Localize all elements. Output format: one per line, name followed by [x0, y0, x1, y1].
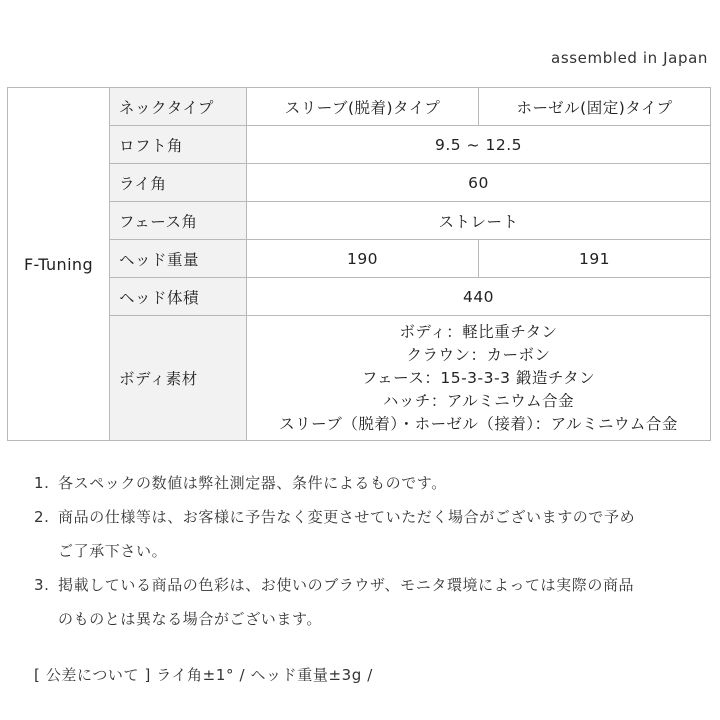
- value-loft: 9.5 ~ 12.5: [247, 126, 711, 164]
- note-continuation: [34, 534, 704, 568]
- tolerance-text: [ 公差について ] ライ角±1° / ヘッド重量±3g /: [34, 666, 373, 684]
- brand-cell: F-Tuning: [8, 88, 110, 441]
- value-weight-sleeve: 190: [247, 240, 479, 278]
- note-text: 掲載している商品の色彩は、お使いのブラウザ、モニタ環境によっては実際の商品: [58, 576, 635, 594]
- value-material: [247, 316, 711, 441]
- label-head-volume: ヘッド体積: [110, 278, 247, 316]
- label-head-weight: ヘッド重量: [110, 240, 247, 278]
- spec-row-volume: [8, 278, 711, 316]
- value-lie: 60: [247, 164, 711, 202]
- value-neck-sleeve: スリーブ(脱着)タイプ: [247, 88, 479, 126]
- note-item: [34, 466, 704, 500]
- note-continuation: [34, 602, 704, 636]
- spec-row-face: [8, 202, 711, 240]
- assembled-in-japan-text: assembled in Japan: [551, 49, 708, 67]
- spec-row-weight: [8, 240, 711, 278]
- label-lie: ライ角: [110, 164, 247, 202]
- note-item: [34, 568, 704, 602]
- notes-list: [34, 466, 704, 636]
- note-text: のものとは異なる場合がございます。: [58, 610, 323, 628]
- material-line-face: フェース：15-3-3-3 鍛造チタン: [361, 368, 596, 387]
- label-face: フェース角: [110, 202, 247, 240]
- material-line-sleeve-hosel: スリーブ（脱着）・ホーゼル（接着）：アルミニウム合金: [279, 414, 678, 433]
- note-item: [34, 500, 704, 534]
- spec-table: [7, 87, 711, 441]
- note-number: 2.: [34, 508, 50, 526]
- spec-row-loft: [8, 126, 711, 164]
- value-face: ストレート: [247, 202, 711, 240]
- label-loft: ロフト角: [110, 126, 247, 164]
- note-text: ご了承下さい。: [58, 542, 168, 560]
- material-line-hatch: ハッチ：アルミニウム合金: [382, 391, 575, 410]
- spec-row-neck: [8, 88, 711, 126]
- material-line-crown: クラウン：カーボン: [406, 345, 551, 364]
- value-volume: 440: [247, 278, 711, 316]
- note-text: 商品の仕様等は、お客様に予告なく変更させていただく場合がございますので予め: [58, 508, 636, 526]
- spec-row-material: [8, 316, 711, 441]
- note-text: 各スペックの数値は弊社測定器、条件によるものです。: [58, 474, 447, 492]
- spec-row-lie: [8, 164, 711, 202]
- label-neck-type: ネックタイプ: [110, 88, 247, 126]
- value-neck-hosel: ホーゼル(固定)タイプ: [479, 88, 711, 126]
- note-number: 3.: [34, 576, 50, 594]
- material-line-body: ボディ：軽比重チタン: [399, 322, 558, 341]
- note-number: 1.: [34, 474, 50, 492]
- value-weight-hosel: 191: [479, 240, 711, 278]
- label-body-material: ボディ素材: [110, 316, 247, 441]
